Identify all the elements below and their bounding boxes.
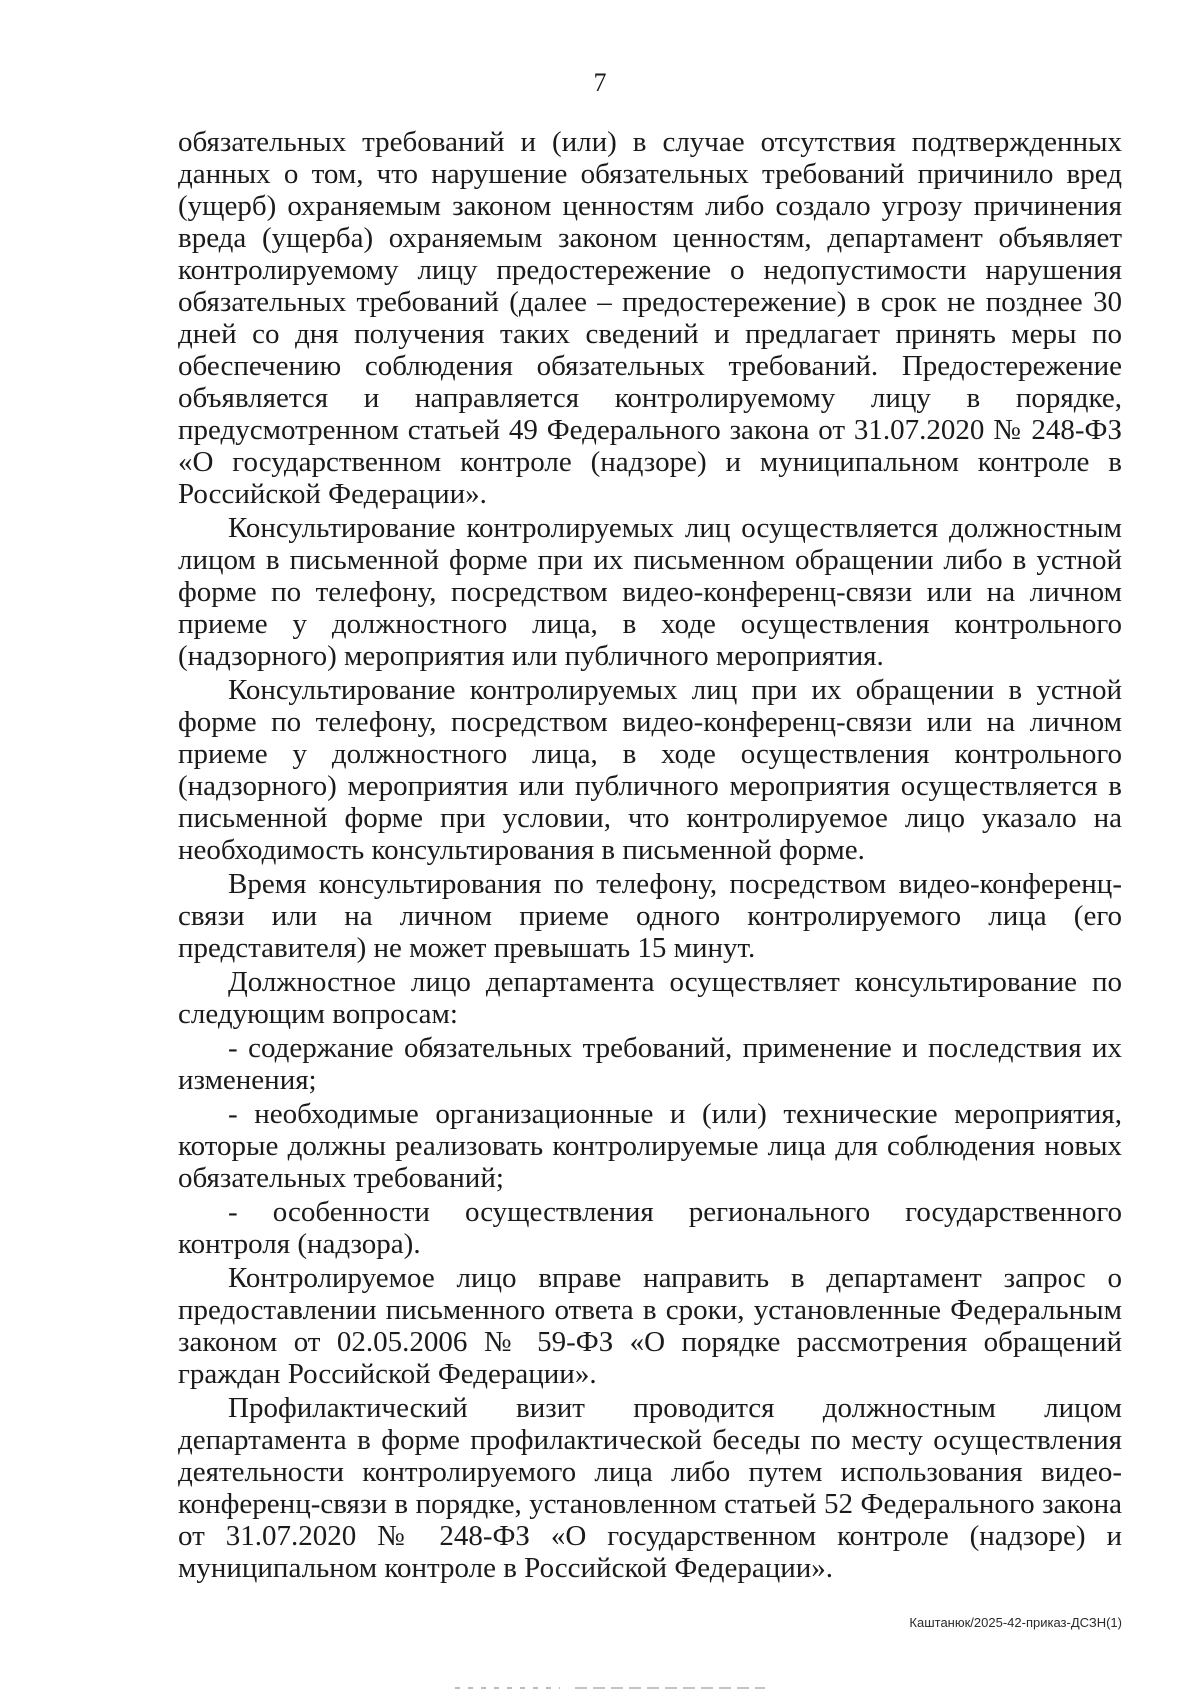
scan-edge-artifacts bbox=[0, 1680, 1200, 1696]
page-number: 7 bbox=[593, 68, 607, 97]
paragraph-consulting-forms: Консультирование контролируемых лиц осуществляется должностным лицом в письменной форме при их письменном обращении либо в устной форме по телефону, посредством видео-конференц-связи или на личном приеме у должностного лица, в ходе осуществления контрольного (надзорного) мероприятия или публичного мероприятия. bbox=[178, 512, 1122, 672]
paragraph-warning-continuation: обязательных требований и (или) в случае отсутствия подтвержденных данных о том, что нарушение обязательных требований причинило вред (ущерб) охраняемым законом ценностям либо создало угрозу причинения вреда (ущерба) охраняемым законом ценностям, департамент объявляет контролируемому лицу предостережение о недопустимости нарушения обязательных требований (далее – предостережение) в срок не позднее 30 дней со дня получения таких сведений и предлагает принять меры по обеспечению соблюдения обязательных требований. Предостережение объявляется и направляется контролируемому лицу в порядке, предусмотренном статьей 49 Федерального закона от 31.07.2020 № 248-ФЗ «О государственном контроле (надзоре) и муниципальном контроле в Российской Федерации». bbox=[178, 126, 1122, 510]
paragraph-consulting-time: Время консультирования по телефону, посредством видео-конференц-связи или на личном приеме одного контролируемого лица (его представителя) не может превышать 15 минут. bbox=[178, 868, 1122, 964]
document-body bbox=[178, 126, 1122, 1584]
list-item-control-features: - особенности осуществления регионального государственного контроля (надзора). bbox=[178, 1196, 1122, 1260]
paragraph-oral-consulting: Консультирование контролируемых лиц при их обращении в устной форме по телефону, посредством видео-конференц-связи или на личном приеме у должностного лица, в ходе осуществления контрольного (надзорного) мероприятия или публичного мероприятия осуществляется в письменной форме при условии, что контролируемое лицо указало на необходимость консультирования в письменной форме. bbox=[178, 674, 1122, 866]
paragraph-written-request: Контролируемое лицо вправе направить в департамент запрос о предоставлении письменного ответа в сроки, установленные Федеральным законом от 02.05.2006 № 59-ФЗ «О порядке рассмотрения обращений граждан Российской Федерации». bbox=[178, 1262, 1122, 1390]
document-reference: Каштанюк/2025-42-приказ-ДСЗН(1) bbox=[909, 1615, 1122, 1630]
list-item-requirements: - содержание обязательных требований, применение и последствия их изменения; bbox=[178, 1032, 1122, 1096]
paragraph-consulting-topics: Должностное лицо департамента осуществляет консультирование по следующим вопросам: bbox=[178, 966, 1122, 1030]
list-item-measures: - необходимые организационные и (или) технические мероприятия, которые должны реализовать контролируемые лица для соблюдения новых обязательных требований; bbox=[178, 1098, 1122, 1194]
paragraph-preventive-visit: Профилактический визит проводится должностным лицом департамента в форме профилактической беседы по месту осуществления деятельности контролируемого лица либо путем использования видео-конференц-связи в порядке, установленном статьей 52 Федерального закона от 31.07.2020 № 248-ФЗ «О государственном контроле (надзоре) и муниципальном контроле в Российской Федерации». bbox=[178, 1392, 1122, 1584]
